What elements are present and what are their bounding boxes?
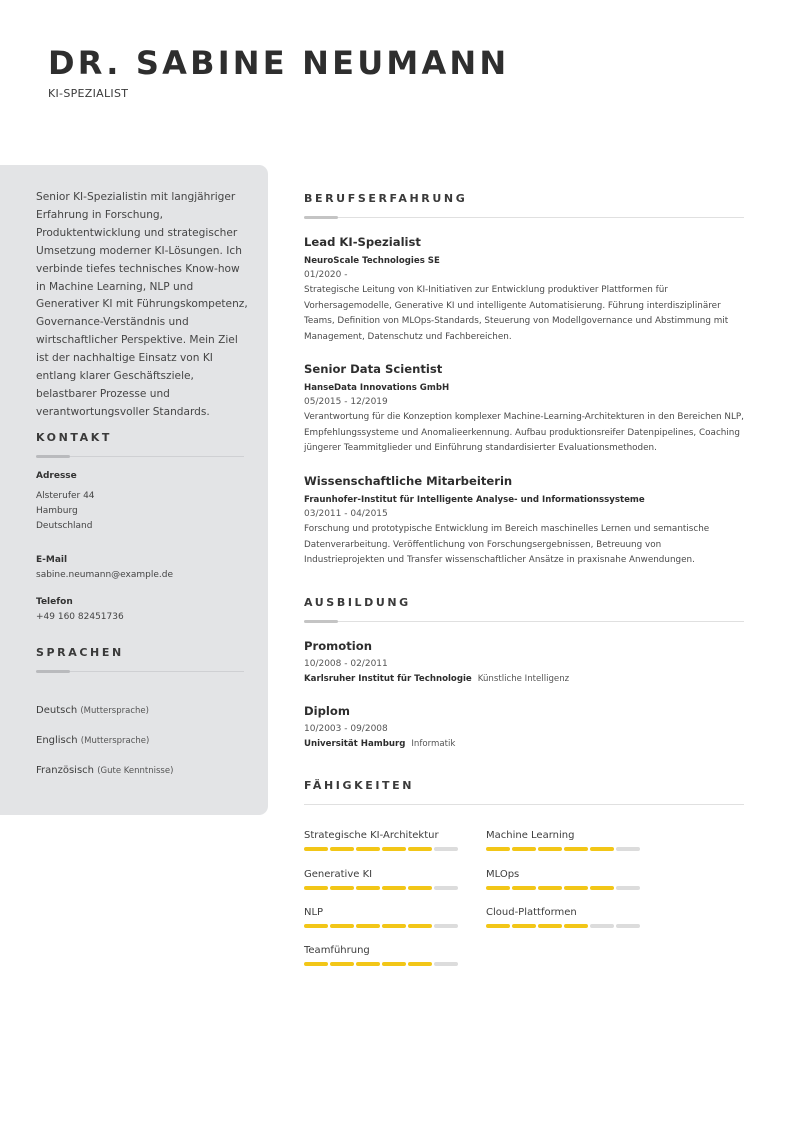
degree-institution-line (304, 739, 455, 749)
skill-name: Teamführung (304, 945, 370, 956)
company-name: NeuroScale Technologies SE (304, 256, 440, 266)
company-name: Fraunhofer-Institut für Intelligente Analyse- und Informationssysteme (304, 495, 645, 505)
skill-segment-filled (382, 924, 406, 928)
degree-field: Informatik (411, 739, 456, 749)
degree-field: Künstliche Intelligenz (477, 674, 570, 684)
language-level: (Gute Kenntnisse) (97, 766, 174, 776)
language-name: Deutsch (36, 705, 78, 716)
profile-summary: Senior KI-Spezialistin mit langjähriger Erfahrung in Forschung, Produktentwicklung und strategischer Umsetzung moderner KI-Lösungen. Ich verbinde tiefes technisches Know-how in Machine Learning, NLP und Generativer KI mit Führungskompetenz, Governance-Verständnis und wirtschaftlicher Perspektive. Mein Ziel ist der nachhaltige Einsatz von KI entlang klarer Geschäftsziele, belastbarer Prozesse und verantwortungsvoller Standards. (36, 191, 248, 418)
job-dates: 05/2015 - 12/2019 (304, 397, 388, 407)
skill-segment-filled (408, 962, 432, 966)
skill-segment-filled (408, 886, 432, 890)
address-line: Hamburg (36, 506, 78, 516)
skill-segment-empty (616, 847, 640, 851)
job-title: Senior Data Scientist (304, 362, 443, 376)
skill-segment-empty (616, 924, 640, 928)
skill-segment-filled (330, 962, 354, 966)
experience-heading: BERUFSERFAHRUNG (304, 192, 468, 205)
education-divider (304, 621, 744, 622)
skill-segment-empty (434, 847, 458, 851)
skill-segment-filled (330, 886, 354, 890)
skill-segment-filled (538, 886, 562, 890)
language-level: (Muttersprache) (80, 706, 149, 716)
skill-segment-filled (538, 924, 562, 928)
language-name: Französisch (36, 765, 95, 776)
skill-name: Cloud-Plattformen (486, 907, 577, 918)
skill-segment-filled (486, 924, 510, 928)
skill-name: Generative KI (304, 869, 373, 880)
skill-segment-filled (382, 886, 406, 890)
phone-label: Telefon (36, 597, 73, 607)
degree-dates: 10/2008 - 02/2011 (304, 659, 388, 669)
job-dates: 03/2011 - 04/2015 (304, 509, 388, 519)
skill-segment-empty (616, 886, 640, 890)
skill-level-bar (304, 886, 464, 890)
skill-level-bar (304, 847, 464, 851)
skill-item (304, 869, 464, 890)
skill-segment-filled (512, 924, 536, 928)
degree-institution-line (304, 674, 569, 684)
skill-item (304, 830, 464, 851)
skill-segment-filled (304, 962, 328, 966)
skill-item (304, 945, 464, 966)
language-level: (Muttersprache) (80, 736, 150, 746)
skill-segment-empty (434, 962, 458, 966)
job-title: Wissenschaftliche Mitarbeiterin (304, 474, 513, 488)
language-item (36, 765, 173, 776)
skill-level-bar (486, 886, 646, 890)
skill-segment-empty (590, 924, 614, 928)
skill-segment-filled (486, 847, 510, 851)
address-line: Deutschland (36, 521, 93, 531)
skill-name: MLOps (486, 869, 520, 880)
education-heading: AUSBILDUNG (304, 596, 411, 609)
company-name: HanseData Innovations GmbH (304, 383, 450, 393)
job-description: Strategische Leitung von KI-Initiativen zur Entwicklung produktiver Plattformen für Vorhersagemodelle, Generative KI und intelligente Automatisierung. Führung interdisziplinärer Teams, Definition von MLOps-Standards, Steuerung von Modellgovernance und Abstimmung mit Management, Datenschutz und Fachbereichen. (304, 285, 729, 342)
skills-divider (304, 804, 744, 805)
skill-segment-filled (408, 847, 432, 851)
job-title-subtitle: KI-SPEZIALIST (48, 87, 129, 100)
skills-heading: FÄHIGKEITEN (304, 779, 415, 792)
skill-item (486, 869, 646, 890)
degree-title: Promotion (304, 639, 372, 653)
institution-name: Universität Hamburg (304, 739, 406, 749)
skill-segment-filled (564, 924, 588, 928)
skill-segment-filled (590, 886, 614, 890)
skill-segment-filled (512, 847, 536, 851)
job-description: Forschung und prototypische Entwicklung im Bereich maschinelles Lernen und semantische Datenverarbeitung. Veröffentlichung von Forschungsergebnissen, Betreuung von Industrieprojekten und Transfer wissenschaftlicher Ansätze in praxisnahe Anwendungen. (304, 524, 710, 565)
degree-title: Diplom (304, 704, 350, 718)
skill-segment-empty (434, 924, 458, 928)
address-label: Adresse (36, 471, 77, 481)
skill-segment-filled (356, 962, 380, 966)
language-name: Englisch (36, 735, 78, 746)
skill-segment-filled (304, 886, 328, 890)
skill-segment-filled (512, 886, 536, 890)
skill-name: Strategische KI-Architektur (304, 830, 439, 841)
job-title: Lead KI-Spezialist (304, 235, 421, 249)
skill-level-bar (486, 847, 646, 851)
skill-segment-filled (408, 924, 432, 928)
skill-segment-filled (304, 924, 328, 928)
skill-level-bar (304, 924, 464, 928)
skill-segment-filled (356, 847, 380, 851)
contact-heading: KONTAKT (36, 431, 112, 444)
skill-segment-filled (590, 847, 614, 851)
skill-level-bar (486, 924, 646, 928)
skill-segment-filled (330, 847, 354, 851)
skill-segment-filled (564, 886, 588, 890)
job-description: Verantwortung für die Konzeption komplexer Machine-Learning-Architekturen in den Bereichen NLP, Empfehlungssysteme und Anomalieerkennung. Aufbau produktionsreifer Datenpipelines, Coaching jüngerer Teammitglieder und Einführung standardisierter Evaluationsmethoden. (304, 412, 744, 453)
skill-segment-filled (564, 847, 588, 851)
candidate-name: DR. SABINE NEUMANN (48, 44, 510, 82)
skill-item (486, 830, 646, 851)
skill-level-bar (304, 962, 464, 966)
institution-name: Karlsruher Institut für Technologie (304, 674, 472, 684)
degree-dates: 10/2003 - 09/2008 (304, 724, 388, 734)
language-item (36, 705, 149, 716)
skill-segment-filled (538, 847, 562, 851)
skill-name: Machine Learning (486, 830, 575, 841)
skill-segment-filled (356, 924, 380, 928)
language-item (36, 735, 149, 746)
skill-segment-empty (434, 886, 458, 890)
contact-divider (36, 456, 244, 457)
skill-item (304, 907, 464, 928)
skill-segment-filled (356, 886, 380, 890)
skill-item (486, 907, 646, 928)
languages-heading: SPRACHEN (36, 646, 124, 659)
email-value[interactable]: sabine.neumann@example.de (36, 570, 174, 580)
languages-divider (36, 671, 244, 672)
skill-segment-filled (330, 924, 354, 928)
skill-segment-filled (382, 962, 406, 966)
email-label: E-Mail (36, 555, 68, 565)
skill-name: NLP (304, 907, 324, 918)
skill-segment-filled (382, 847, 406, 851)
address-line: Alsterufer 44 (36, 491, 95, 501)
job-dates: 01/2020 - (304, 270, 348, 280)
skill-segment-filled (486, 886, 510, 890)
phone-value[interactable]: +49 160 82451736 (36, 612, 124, 622)
experience-divider (304, 217, 744, 218)
skill-segment-filled (304, 847, 328, 851)
